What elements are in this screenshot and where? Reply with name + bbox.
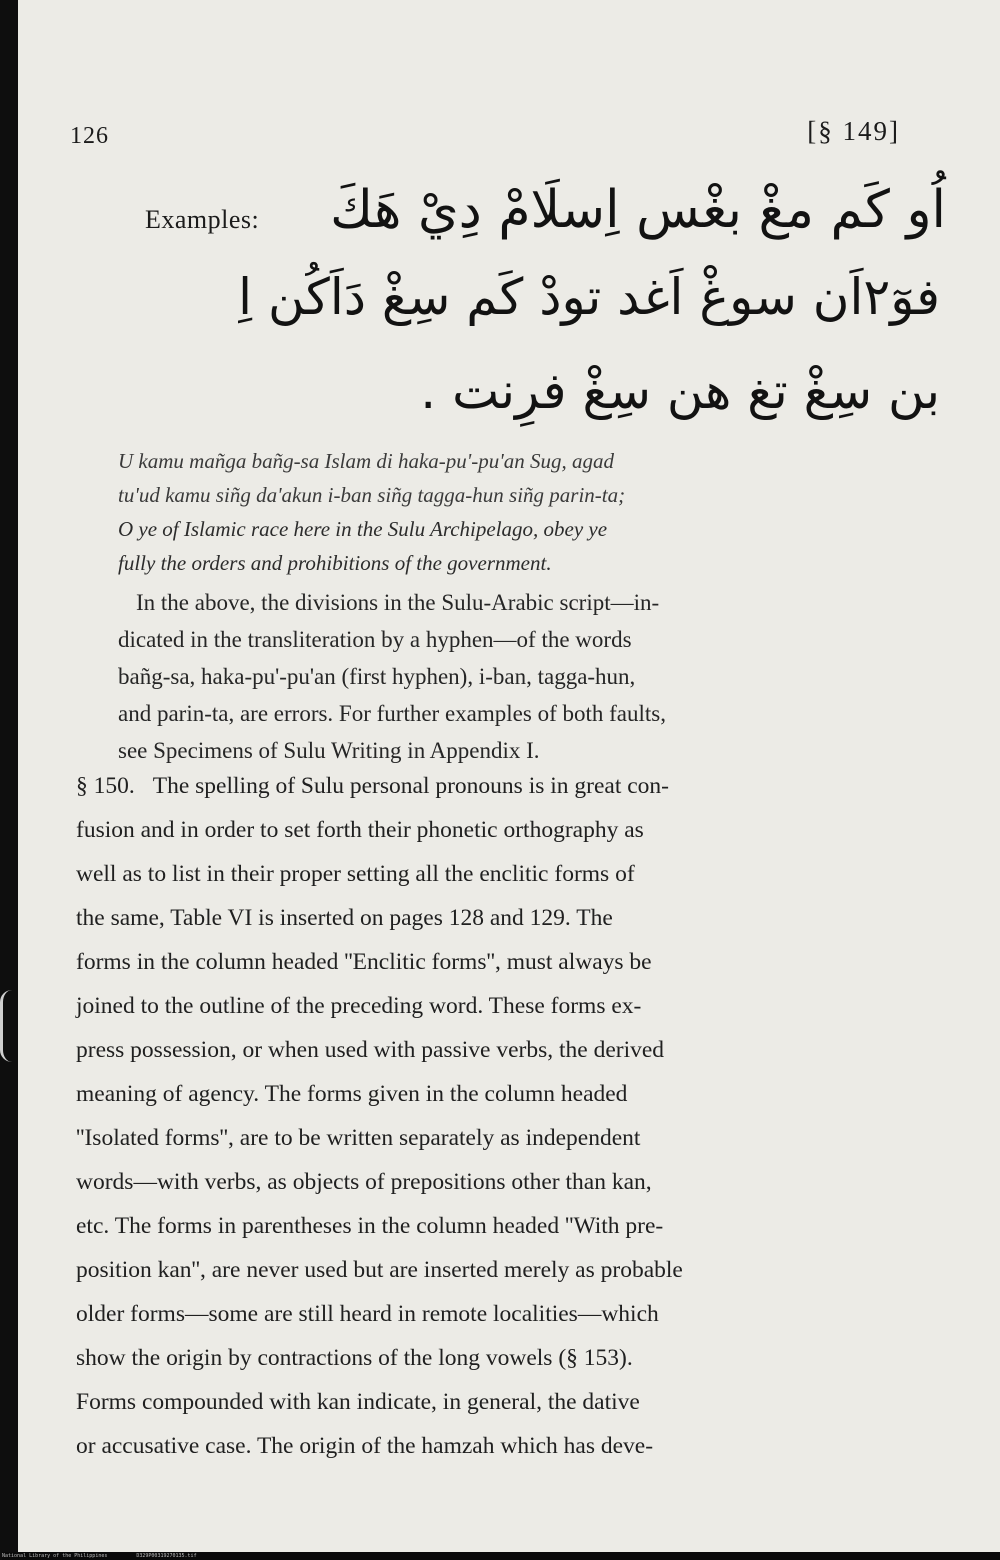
transliteration-line: tu'ud kamu siñg da'akun i-ban siñg tagga-hun siñg parin-ta;	[118, 483, 626, 507]
body-line: well as to list in their proper setting all the enclitic forms of	[76, 861, 635, 887]
document-page	[18, 0, 1000, 1556]
body-line: the same, Table VI is inserted on pages 128 and 129. The	[76, 905, 613, 931]
body-line: etc. The forms in parentheses in the column headed ''With pre-	[76, 1213, 664, 1239]
examples-label: Examples:	[145, 205, 260, 234]
arabic-line-3: بن سِغْ تغ هن سِغْ فرِنت .	[420, 362, 940, 420]
body-line: older forms—some are still heard in remote localities—which	[76, 1301, 659, 1327]
binding-edge-mark	[0, 990, 17, 1062]
body-line: ''Isolated forms'', are to be written separately as independent	[76, 1125, 641, 1151]
body-line: forms in the column headed ''Enclitic forms'', must always be	[76, 949, 652, 975]
section-first-line	[76, 764, 936, 808]
body-line: show the origin by contractions of the long vowels (§ 153).	[76, 1345, 633, 1371]
transliteration-line: U kamu mañga bañg-sa Islam di haka-pu'-pu'an Sug, agad	[118, 449, 615, 473]
note-line: and parin-ta, are errors. For further examples of both faults,	[118, 701, 666, 726]
body-line: Forms compounded with kan indicate, in general, the dative	[76, 1389, 640, 1415]
arabic-line-2: فوٓ٢اَن سوغْ اَغد تودْ كَم سِغْ دَاَكُن اِ	[238, 268, 940, 326]
arabic-line-1: اُو كَم مغْ بغْس اِسلَامْ دِيْ هَكَ	[330, 180, 946, 240]
body-line: words—with verbs, as objects of prepositions other than kan,	[76, 1169, 652, 1195]
translation-line: O ye of Islamic race here in the Sulu Archipelago, obey ye	[118, 517, 608, 541]
body-line: press possession, or when used with passive verbs, the derived	[76, 1037, 665, 1063]
body-line: position kan'', are never used but are inserted merely as probable	[76, 1257, 683, 1283]
body-line: meaning of agency. The forms given in the column headed	[76, 1081, 628, 1107]
note-line: bañg-sa, haka-pu'-pu'an (first hyphen), i-ban, tagga-hun,	[118, 664, 636, 689]
footer-library: National Library of the Philippines	[2, 1553, 108, 1559]
section-reference: [§ 149]	[807, 116, 900, 146]
note-line: see Specimens of Sulu Writing in Appendix I.	[118, 738, 540, 763]
note-paragraph	[118, 584, 938, 769]
page-number: 126	[70, 123, 109, 149]
transliteration-block	[118, 444, 948, 580]
note-line: dicated in the transliteration by a hyphen—of the words	[118, 627, 632, 652]
body-line: fusion and in order to set forth their phonetic orthography as	[76, 817, 644, 843]
translation-line: fully the orders and prohibitions of the government.	[118, 551, 552, 575]
scan-footer	[2, 1552, 1000, 1560]
section-number: § 150.	[76, 773, 135, 799]
body-line: or accusative case. The origin of the hamzah which has deve-	[76, 1433, 654, 1459]
body-line: joined to the outline of the preceding word. These forms ex-	[76, 993, 642, 1019]
footer-file-id: D329P00319270135.tif	[136, 1553, 197, 1559]
note-line: In the above, the divisions in the Sulu-Arabic script—in-	[136, 590, 660, 615]
body-line: The spelling of Sulu personal pronouns is in great con-	[152, 773, 670, 799]
section-150-paragraph	[76, 764, 936, 1468]
